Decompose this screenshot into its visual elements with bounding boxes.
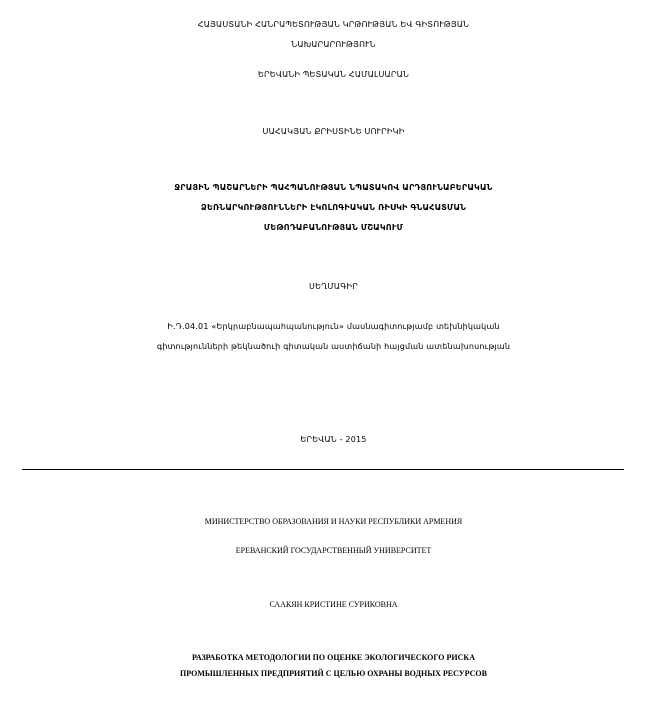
arm-doc-type: ՍԵՂՄԱԳԻՐ xyxy=(309,282,358,291)
arm-title-line2: ՁԵՌՆԱՐԿՈՒԹՅՈՒՆՆԵՐԻ ԷԿՈԼՈԳԻԱԿԱՆ ՌԻՍԿԻ ԳՆԱՀԱՏՄԱՆ xyxy=(200,203,467,212)
ru-ministry: МИНИСТЕРСТВО ОБРАЗОВАНИЯ И НАУКИ РЕСПУБЛИКИ АРМЕНИЯ xyxy=(204,517,463,526)
arm-ministry-line2: ՆԱԽԱՐԱՐՈՒԹՅՈՒՆ xyxy=(291,40,376,49)
arm-author: ՍԱՀԱԿՅԱՆ ՔՐԻՍՏԻՆԵ ՍՈՒՐԻԿԻ xyxy=(262,127,405,136)
arm-title-line3: ՄԵԹՈԴԱԲԱՆՈՒԹՅԱՆ ՄՇԱԿՈՒՄ xyxy=(263,223,404,232)
arm-specialty-line1: Ի.Դ.04.01 «Երկրաբնապահպանություն» մասնագիտությամբ տեխնիկական xyxy=(167,322,500,331)
arm-specialty-line2: գիտությունների թեկնածուի գիտական աստիճանի հայցման ատենախոսության xyxy=(156,342,511,351)
ru-title-line1: РАЗРАБОТКА МЕТОДОЛОГИИ ПО ОЦЕНКЕ ЭКОЛОГИЧЕСКОГО РИСКА xyxy=(192,653,475,662)
arm-university: ԵՐԵՎԱՆԻ ՊԵՏԱԿԱՆ ՀԱՄԱԼՍԱՐԱՆ xyxy=(258,70,409,79)
arm-title-line1: ՋՐԱՅԻՆ ՊԱՇԱՐՆԵՐԻ ՊԱՀՊԱՆՈՒԹՅԱՆ ՆՊԱՏԱԿՈՎ ԱՐԴՅՈՒՆԱԲԵՐԱԿԱՆ xyxy=(174,183,493,192)
ru-title-line2: ПРОМЫШЛЕННЫХ ПРЕДПРИЯТИЙ С ЦЕЛЬЮ ОХРАНЫ ВОДНЫХ РЕСУРСОВ xyxy=(180,669,487,678)
arm-city-year: ԵՐԵՎԱՆ - 2015 xyxy=(300,435,367,444)
arm-ministry-line1: ՀԱՅԱՍՏԱՆԻ ՀԱՆՐԱՊԵՏՈՒԹՅԱՆ ԿՐԹՈՒԹՅԱՆ ԵՎ ԳԻՏՈՒԹՅԱՆ xyxy=(197,20,470,29)
section-divider xyxy=(22,469,624,470)
ru-author: СААКЯН КРИСТИНЕ СУРИКОВНА xyxy=(269,600,398,609)
ru-university: ЕРЕВАНСКИЙ ГОСУДАРСТВЕННЫЙ УНИВЕРСИТЕТ xyxy=(235,546,432,555)
